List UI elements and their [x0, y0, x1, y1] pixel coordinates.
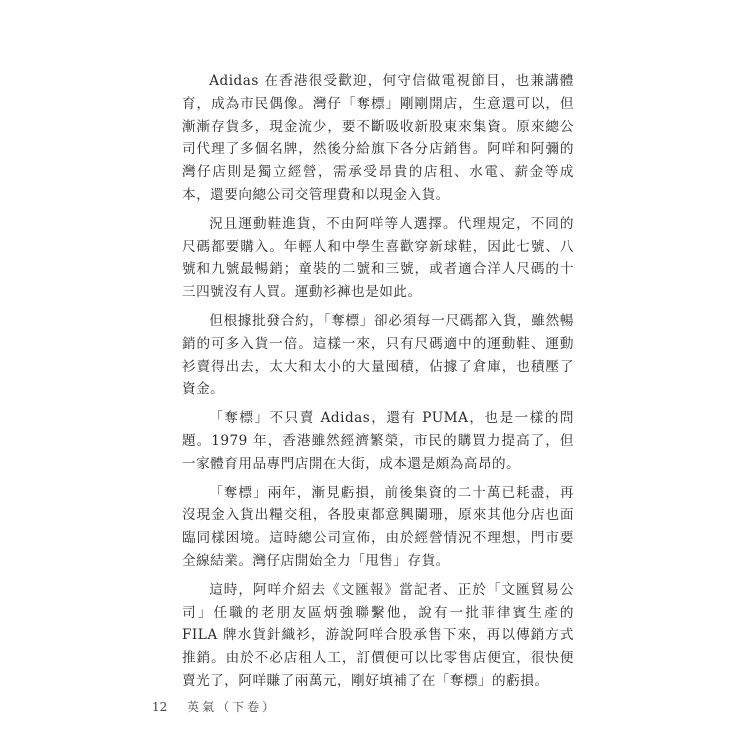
paragraph-shoe-sizes: 況且運動鞋進貨，不由阿咩等人選擇。代理規定，不同的尺碼都要購入。年輕人和中學生喜歡穿新球鞋，因此七號、八號和九號最暢銷；童裝的二號和三號，或者適合洋人尺碼的十三四號沒有人買。運動衫褲也是如此。: [182, 215, 574, 301]
paragraph-wholesale-contract: 但根據批發合約，「奪標」卻必須每一尺碼都入貨，雖然暢銷的可多入貨一倍。這樣一來，只有尺碼適中的運動鞋、運動衫賣得出去，太大和太小的大量囤積，佔據了倉庫，也積壓了資金。: [182, 312, 574, 398]
running-title: 英氣（下卷）: [187, 700, 278, 714]
page-footer: [152, 698, 277, 715]
paragraph-adidas-popularity: Adidas 在香港很受歡迎，何守信做電視節目，也兼講體育，成為市民偶像。灣仔「奪標」剛剛開店，生意還可以，但漸漸存貨多，現金流少，要不斷吸收新股東來集資。原來總公司代理了多個名牌，然後分給旗下各分店銷售。阿咩和阿彌的灣仔店則是獨立經營，需承受昂貴的店租、水電、薪金等成本，還要向總公司交管理費和以現金入貨。: [182, 73, 574, 203]
paragraph-puma-1979: 「奪標」不只賣 Adidas，還有 PUMA，也是一樣的問題。1979 年，香港雖然經濟繁榮，市民的購買力提高了，但一家體育用品專門店開在大街，成本還是頗為高昂的。: [182, 410, 574, 472]
page-number: 12: [152, 700, 168, 714]
paragraph-fila-knitwear: 這時，阿咩介紹去《文匯報》當記者、正於「文匯貿易公司」任職的老朋友區炳強聯繫他，說有一批菲律賓生產的 FILA 牌水貨針織衫，游說阿咩合股承售下來，再以傳銷方式推銷。由於不必店租人工，訂價便可以比零售店便宜，很快便賣光了，阿咩賺了兩萬元，剛好填補了在「奪標」的虧損。: [182, 581, 574, 689]
paragraph-losses: 「奪標」兩年，漸見虧損，前後集資的二十萬已耗盡，再沒現金入貨出糧交租，各股東都意興闌珊，原來其他分店也面臨同樣困境。這時總公司宣佈，由於經營情況不理想，門市要全線結業。灣仔店開始全力「甩售」存貨。: [182, 484, 574, 569]
body-text: [182, 70, 574, 699]
